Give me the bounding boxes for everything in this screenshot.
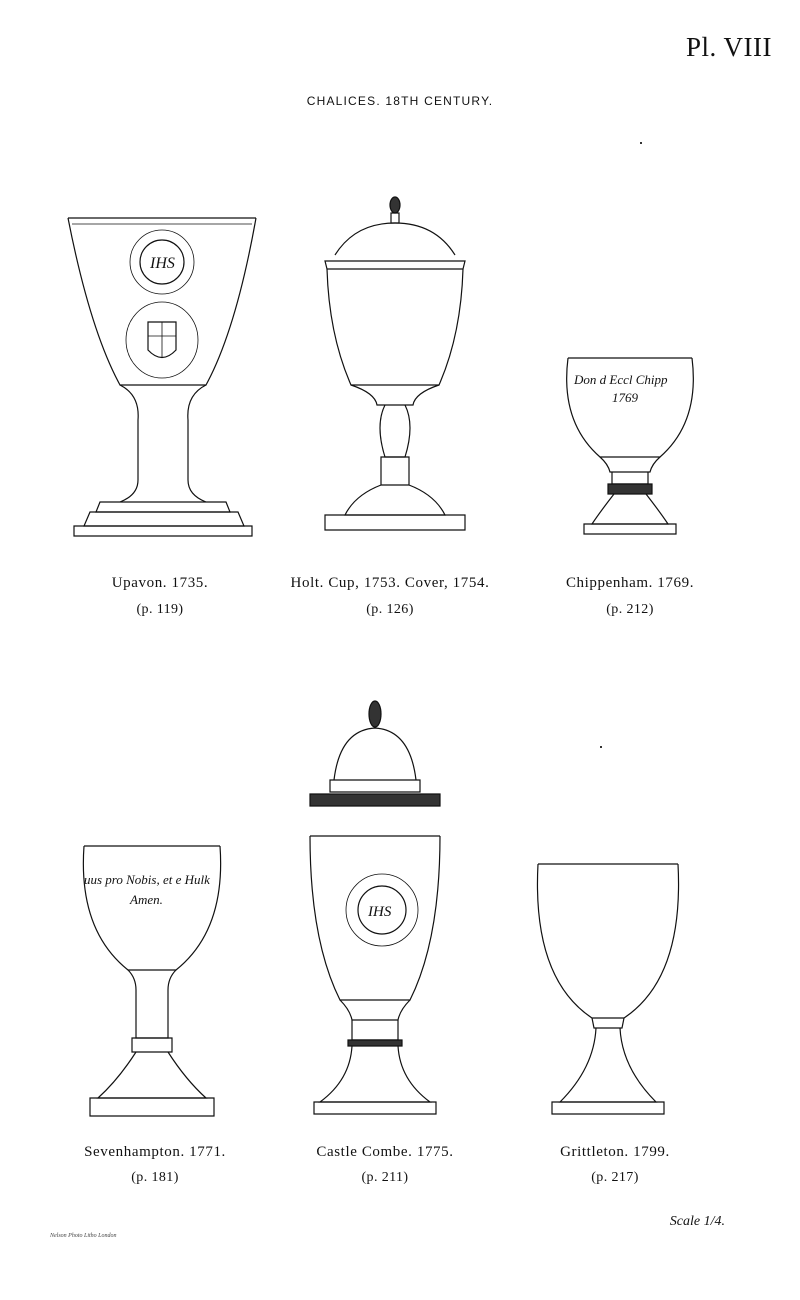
chippenham-inscription-line1: Don d Eccl Chipp <box>574 372 668 387</box>
grittleton-page-ref: (p. 217) <box>591 1170 639 1185</box>
chippenham-chalice-drawing <box>560 352 700 542</box>
plate-heading: CHALICES. 18TH CENTURY. <box>306 94 494 108</box>
sevenhampton-page-ref: (p. 181) <box>131 1170 179 1185</box>
scale-note: Scale 1/4. <box>669 1214 725 1229</box>
upavon-caption: Upavon. 1735. <box>111 575 209 591</box>
grittleton-chalice-drawing <box>532 858 687 1123</box>
upavon-page-ref: (p. 119) <box>136 602 184 617</box>
castle-combe-chalice-drawing <box>300 700 450 1120</box>
plate-number: Pl. VIII <box>685 32 772 62</box>
grittleton-caption: Grittleton. 1799. <box>560 1144 670 1160</box>
printer-imprint: Nelson Photo Litho London <box>50 1233 117 1239</box>
chippenham-page-ref: (p. 212) <box>606 602 654 617</box>
chippenham-inscription-line2: 1769 <box>612 390 638 405</box>
sevenhampton-chalice-drawing <box>78 840 228 1125</box>
print-speck <box>640 142 642 144</box>
sevenhampton-inscription-line2: Amen. <box>130 892 163 907</box>
castle-combe-caption: Castle Combe. 1775. <box>316 1144 454 1160</box>
chippenham-caption: Chippenham. 1769. <box>565 575 695 591</box>
sevenhampton-inscription-line1: uus pro Nobis, et e Hulk <box>84 872 210 887</box>
holt-page-ref: (p. 126) <box>366 602 414 617</box>
upavon-ihs-monogram: IHS <box>150 255 175 272</box>
castle-combe-page-ref: (p. 211) <box>361 1170 409 1185</box>
holt-chalice-drawing <box>315 195 475 545</box>
upavon-chalice-drawing <box>60 210 270 545</box>
print-speck <box>600 746 602 748</box>
sevenhampton-caption: Sevenhampton. 1771. <box>84 1144 226 1160</box>
castle-combe-ihs-monogram: IHS <box>368 904 392 920</box>
holt-caption: Holt. Cup, 1753. Cover, 1754. <box>290 575 490 591</box>
